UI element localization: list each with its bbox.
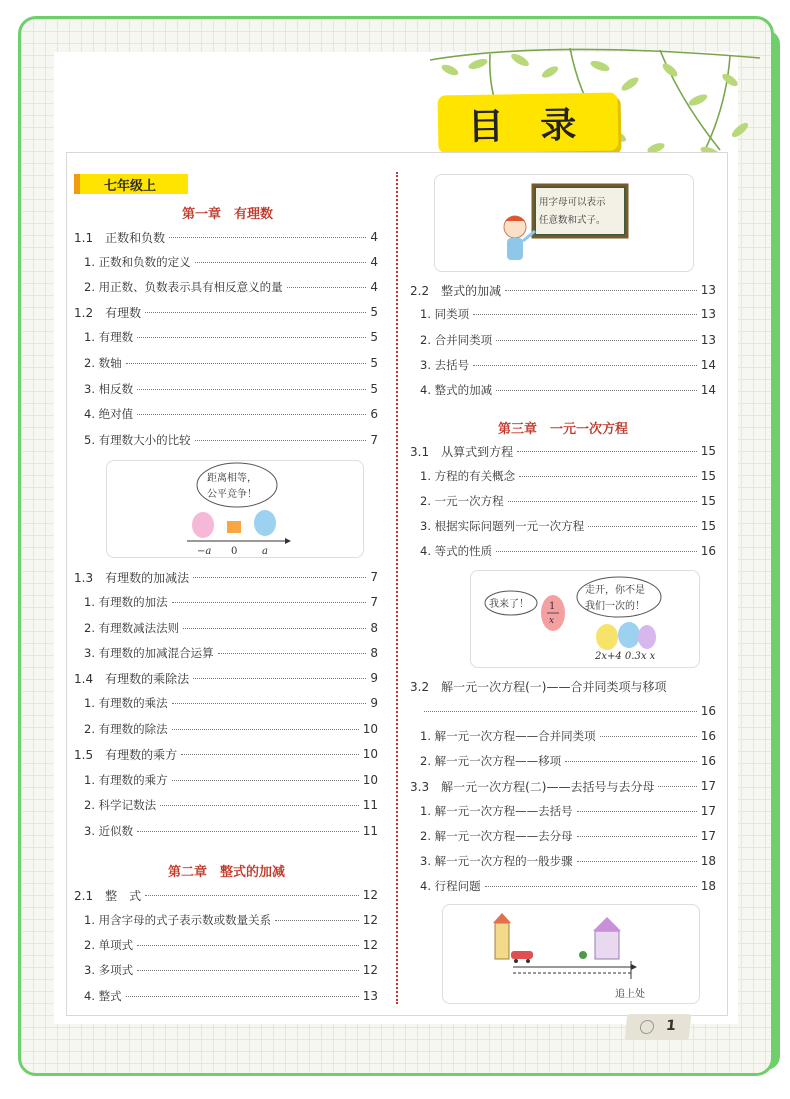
axis-label-pos: a	[262, 546, 268, 557]
toc-entry[interactable]	[84, 936, 378, 954]
toc-page-number: 7	[370, 570, 378, 584]
castle-building	[595, 931, 619, 959]
toc-entry[interactable]	[420, 752, 716, 770]
leader-dots	[183, 619, 366, 629]
title-badge	[438, 92, 619, 153]
toc-page-number: 5	[370, 382, 378, 396]
bubble-text-1a: 距离相等，	[207, 473, 257, 484]
bubble-text-3b: 我们一次的！	[585, 601, 645, 612]
toc-entry[interactable]	[84, 278, 378, 296]
toc-page-number: 16	[700, 729, 716, 743]
pink-egg-character	[192, 512, 214, 538]
leader-dots	[160, 796, 359, 806]
toc-entry-label: 3. 根据实际问题列一元一次方程	[420, 519, 585, 533]
toc-entry-label: 4. 等式的性质	[420, 544, 493, 558]
toc-page-number: 7	[370, 433, 378, 447]
toc-entry[interactable]	[84, 431, 378, 449]
toc-entry[interactable]	[84, 644, 378, 662]
toc-entry[interactable]	[420, 356, 716, 374]
toc-entry[interactable]	[410, 777, 716, 795]
toc-entry[interactable]	[84, 593, 378, 611]
toc-page-number: 10	[362, 722, 378, 736]
toc-entry[interactable]	[420, 331, 716, 349]
leader-dots	[145, 886, 359, 896]
toc-entry[interactable]	[420, 305, 716, 323]
toc-entry-label: 1.1 正数和负数	[74, 230, 166, 245]
toc-entry-label: 2. 有理数减法法则	[84, 621, 180, 635]
toc-entry-label: 1. 有理数	[84, 330, 134, 344]
leader-dots	[137, 328, 366, 338]
leader-dots	[517, 442, 697, 452]
leader-dots	[137, 961, 359, 971]
toc-entry[interactable]	[410, 677, 716, 695]
toc-page-number: 15	[700, 469, 716, 483]
toc-page-number: 12	[362, 913, 378, 927]
toc-entry-label: 1. 正数和负数的定义	[84, 255, 191, 269]
toc-entry[interactable]	[410, 442, 716, 460]
toc-entry[interactable]	[420, 517, 716, 535]
leader-dots	[287, 278, 367, 288]
toc-entry-label: 2. 解一元一次方程——移项	[420, 754, 562, 768]
toc-page-number: 17	[700, 779, 716, 793]
toc-entry[interactable]	[420, 381, 716, 399]
toc-entry[interactable]	[84, 354, 378, 372]
toc-entry-label: 3.3 解一元一次方程(二)——去括号与去分母	[410, 779, 655, 794]
chapter-2-heading: 第二章 整式的加减	[168, 865, 286, 880]
leader-dots	[496, 331, 697, 341]
toc-entry[interactable]	[74, 745, 378, 763]
leader-dots	[172, 694, 367, 704]
toc-entry-label: 3. 相反数	[84, 382, 134, 396]
leader-dots	[588, 517, 697, 527]
leader-dots	[126, 354, 367, 364]
toc-page-number: 15	[700, 519, 716, 533]
toc-entry-label: 4. 绝对值	[84, 407, 134, 421]
toc-entry-label: 1.4 有理数的乘除法	[74, 671, 190, 686]
toc-page-number: 5	[370, 305, 378, 319]
toc-entry-label: 2.2 整式的加减	[410, 283, 502, 298]
toc-entry[interactable]	[420, 702, 716, 720]
toc-entry-label: 2.1 整 式	[74, 888, 142, 903]
leader-dots	[195, 431, 367, 441]
toc-entry[interactable]	[74, 886, 378, 904]
toc-entry[interactable]	[74, 568, 378, 586]
toc-entry-label: 1.2 有理数	[74, 305, 142, 320]
leader-dots	[137, 936, 359, 946]
leader-dots	[496, 542, 697, 552]
toc-page-number: 17	[700, 804, 716, 818]
board-text-1: 用字母可以表示	[539, 197, 606, 208]
number-line-illustration	[106, 460, 364, 558]
toc-page-number: 7	[370, 595, 378, 609]
toc-page-number: 5	[370, 330, 378, 344]
toc-entry-label: 4. 整式	[84, 989, 122, 1003]
toc-entry[interactable]	[84, 720, 378, 738]
fraction-denominator: x	[549, 616, 555, 626]
toc-page-number: 13	[700, 333, 716, 347]
catch-up-label: 追上处	[615, 989, 645, 1000]
toc-page-number: 13	[700, 283, 716, 297]
toc-page-number: 13	[700, 307, 716, 321]
purple-egg-character	[638, 625, 656, 649]
chapter-3-heading: 第三章 一元一次方程	[498, 422, 629, 437]
toc-page-number: 16	[700, 754, 716, 768]
toc-entry-label: 3. 多项式	[84, 963, 134, 977]
toc-entry-label: 1. 解一元一次方程——去括号	[420, 804, 573, 818]
toc-entry[interactable]	[420, 827, 716, 845]
toc-entry[interactable]	[84, 619, 378, 637]
leader-dots	[577, 802, 697, 812]
toc-entry-label: 3. 解一元一次方程的一般步骤	[420, 854, 573, 868]
toc-entry[interactable]	[74, 669, 378, 687]
toc-page-number: 14	[700, 358, 716, 372]
leader-dots	[658, 777, 696, 787]
toc-entry[interactable]	[84, 694, 378, 712]
toc-entry[interactable]	[84, 405, 378, 423]
leader-dots	[577, 827, 697, 837]
car	[511, 951, 533, 959]
toc-entry-label: 5. 有理数大小的比较	[84, 433, 191, 447]
toc-page-number: 9	[370, 671, 378, 685]
toc-entry-label: 2. 数轴	[84, 356, 122, 370]
toc-entry-label: 1. 方程的有关概念	[420, 469, 516, 483]
toc-page-number: 15	[700, 444, 716, 458]
leader-dots	[496, 381, 697, 391]
leader-dots	[195, 253, 367, 263]
chapter-1-heading: 第一章 有理数	[182, 207, 274, 222]
toc-page-number: 16	[700, 704, 716, 718]
toc-entry[interactable]	[420, 802, 716, 820]
toc-entry[interactable]	[420, 492, 716, 510]
toc-page-number: 6	[370, 407, 378, 421]
page-number-badge	[625, 1014, 692, 1040]
toc-entry[interactable]	[84, 253, 378, 271]
toc-page-number: 13	[362, 989, 378, 1003]
leader-dots	[600, 727, 697, 737]
toc-entry[interactable]	[84, 911, 378, 929]
travel-problem-illustration	[442, 904, 700, 1004]
toc-entry[interactable]	[84, 796, 378, 814]
toc-entry-label: 1. 同类项	[420, 307, 470, 321]
toc-entry[interactable]	[420, 467, 716, 485]
leader-dots	[485, 877, 697, 887]
toc-entry-label: 1. 有理数的加法	[84, 595, 168, 609]
fraction-numerator: 1	[549, 601, 556, 612]
toc-page-number: 8	[370, 646, 378, 660]
toc-page-number: 16	[700, 544, 716, 558]
leader-dots	[181, 745, 359, 755]
toc-page-number: 9	[370, 696, 378, 710]
toc-page-number: 4	[370, 280, 378, 294]
yellow-egg-character	[596, 624, 618, 650]
leader-dots	[424, 702, 697, 712]
toc-page-number: 12	[362, 938, 378, 952]
toc-entry[interactable]	[420, 542, 716, 560]
toc-page-number: 11	[362, 824, 378, 838]
toc-page-number: 18	[700, 854, 716, 868]
blackboard-illustration	[434, 174, 694, 272]
toc-page-number: 15	[700, 494, 716, 508]
equation-eggs-illustration	[470, 570, 700, 668]
toc-entry[interactable]	[84, 961, 378, 979]
grade-tag	[74, 174, 188, 194]
leader-dots	[172, 593, 367, 603]
toc-entry-label: 2. 用正数、负数表示具有相反意义的量	[84, 280, 283, 294]
bubble-text-2: 我来了！	[489, 599, 529, 610]
bubble-text-3a: 走开，你不是	[585, 585, 645, 596]
leader-dots	[473, 305, 697, 315]
grade-label: 七年级上	[104, 179, 157, 194]
page-title: 目 录	[467, 103, 589, 148]
toc-page-number: 18	[700, 879, 716, 893]
toc-page-number: 4	[370, 230, 378, 244]
toc-entry[interactable]	[84, 771, 378, 789]
toc-page-number: 14	[700, 383, 716, 397]
toc-page-number: 17	[700, 829, 716, 843]
axis-label-neg: −a	[197, 546, 212, 557]
student-body	[507, 238, 523, 260]
toc-page-number: 12	[362, 888, 378, 902]
toc-page-number: 4	[370, 255, 378, 269]
toc-page-number: 5	[370, 356, 378, 370]
tower-building	[495, 923, 509, 959]
toc-entry-label: 3. 有理数的加减混合运算	[84, 646, 214, 660]
toc-entry[interactable]	[420, 852, 716, 870]
toc-entry-label: 3. 去括号	[420, 358, 470, 372]
toc-entry-label: 3.2 解一元一次方程(一)——合并同类项与移项	[410, 679, 667, 694]
toc-entry-label: 3.1 从算式到方程	[410, 444, 514, 459]
leader-dots	[172, 720, 359, 730]
leader-dots	[218, 644, 367, 654]
blue-egg-character	[254, 510, 276, 536]
toc-entry-label: 1. 有理数的乘法	[84, 696, 168, 710]
blue-egg-character-2	[618, 622, 640, 648]
toc-page-number: 12	[362, 963, 378, 977]
toc-entry[interactable]	[410, 281, 716, 299]
toc-page-number: 8	[370, 621, 378, 635]
toc-entry[interactable]	[84, 328, 378, 346]
gift-box	[227, 521, 241, 533]
toc-entry[interactable]	[420, 877, 716, 895]
toc-entry[interactable]	[84, 380, 378, 398]
leader-dots	[577, 852, 697, 862]
leader-dots	[126, 987, 359, 997]
leader-dots	[519, 467, 697, 477]
leader-dots	[473, 356, 697, 366]
circle-icon	[639, 1020, 654, 1034]
toc-page-number: 11	[362, 798, 378, 812]
toc-entry-label: 3. 近似数	[84, 824, 134, 838]
toc-entry[interactable]	[420, 727, 716, 745]
leader-dots	[193, 669, 366, 679]
leader-dots	[137, 822, 359, 832]
leader-dots	[508, 492, 697, 502]
toc-entry[interactable]	[74, 303, 378, 321]
toc-page-number: 10	[362, 773, 378, 787]
leader-dots	[145, 303, 366, 313]
bicycle-rider	[579, 951, 587, 959]
toc-entry-label: 2. 一元一次方程	[420, 494, 504, 508]
toc-entry-label: 2. 解一元一次方程——去分母	[420, 829, 573, 843]
board-text-2: 任意数和式子。	[539, 215, 606, 226]
toc-entry[interactable]	[84, 822, 378, 840]
leader-dots	[169, 228, 366, 238]
toc-entry-label: 1. 用含字母的式子表示数或数量关系	[84, 913, 272, 927]
toc-entry-label: 2. 科学记数法	[84, 798, 157, 812]
toc-entry[interactable]	[74, 228, 378, 246]
toc-entry-label: 1.5 有理数的乘方	[74, 747, 178, 762]
axis-label-zero: 0	[231, 546, 238, 557]
column-divider	[396, 172, 398, 1004]
toc-entry-label: 1.3 有理数的加减法	[74, 570, 190, 585]
leader-dots	[275, 911, 359, 921]
page-number: 1	[665, 1018, 677, 1034]
toc-entry-label: 2. 合并同类项	[420, 333, 493, 347]
bubble-text-1b: 公平竞争！	[207, 489, 257, 500]
equation-terms: 2x+4 0.3x x	[595, 651, 656, 662]
leader-dots	[565, 752, 697, 762]
leader-dots	[137, 405, 366, 415]
leader-dots	[193, 568, 366, 578]
toc-entry[interactable]	[84, 987, 378, 1005]
leader-dots	[505, 281, 697, 291]
leader-dots	[172, 771, 359, 781]
toc-entry-label: 1. 有理数的乘方	[84, 773, 168, 787]
toc-entry-label: 1. 解一元一次方程——合并同类项	[420, 729, 596, 743]
toc-page-number: 10	[362, 747, 378, 761]
toc-entry-label: 2. 有理数的除法	[84, 722, 168, 736]
toc-entry-label: 2. 单项式	[84, 938, 134, 952]
toc-entry-label: 4. 整式的加减	[420, 383, 493, 397]
toc-entry-label: 4. 行程问题	[420, 879, 481, 893]
leader-dots	[137, 380, 366, 390]
